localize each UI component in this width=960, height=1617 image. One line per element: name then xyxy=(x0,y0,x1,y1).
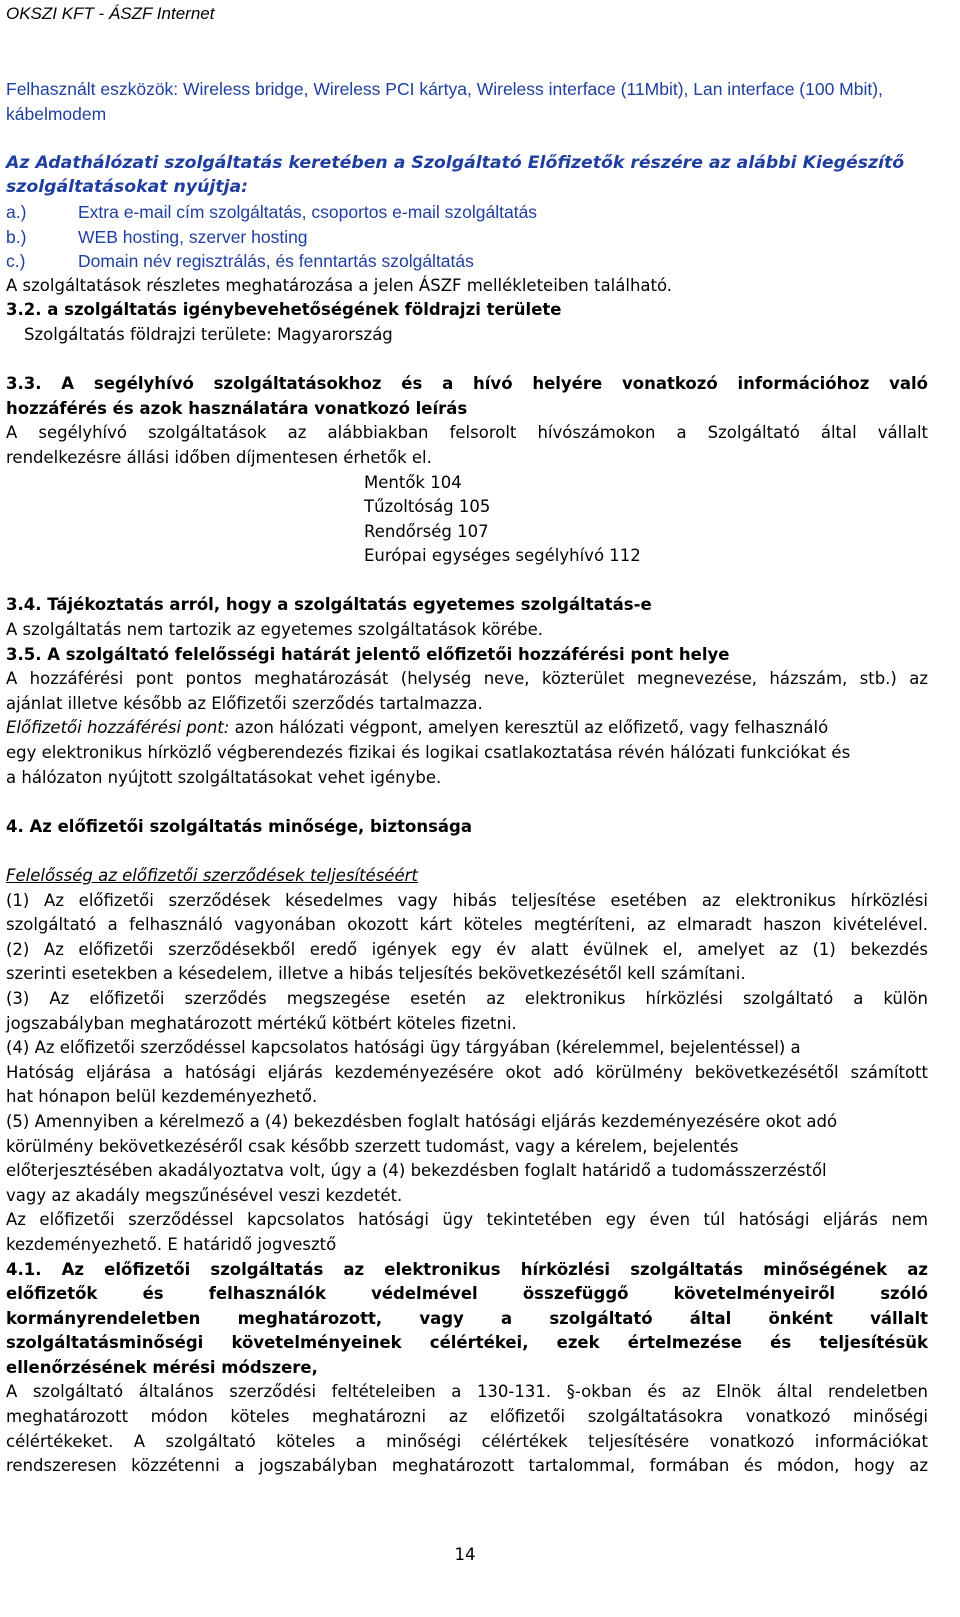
section-4-1-heading-line1: 4.1. Az előfizetői szolgáltatás az elektronikus hírközlési szolgáltatás minőségének az xyxy=(6,1259,928,1279)
section-3-3-heading-line2: hozzáférés és azok használatára vonatkozó leírás xyxy=(6,398,468,418)
liability-title: Felelősség az előfizetői szerződések teljesítéséért xyxy=(6,866,418,885)
supplementary-item-a xyxy=(6,200,928,225)
section-3-5-text-line1: A hozzáférési pont pontos meghatározását (helység neve, közterület megnevezése, házszám, stb.) az xyxy=(6,669,928,689)
section-3-3-text-line2: rendelkezésre állási időben díjmentesen érhetők el. xyxy=(6,447,432,467)
paragraph-2-line2: szerinti esetekben a késedelem, illetve a hibás teljesítés bekövetkezésétől kell számítani. xyxy=(6,964,746,984)
emergency-number: Mentők 104 xyxy=(364,472,462,492)
section-4-1-text-line4: rendszeresen közzétenni a jogszabályban meghatározott tartalommal, formában és módon, hogy az xyxy=(6,1456,928,1476)
paragraph-1-line2: szolgáltató a felhasználó vagyonában okozott kárt köteles megtéríteni, az elmaradt haszon kivételével. xyxy=(6,915,928,935)
definition-term: Előfizetői hozzáférési pont: xyxy=(6,718,230,738)
supplementary-note: A szolgáltatások részletes meghatározása a jelen ÁSZF mellékleteiben található. xyxy=(6,275,673,295)
section-4-1-text-line2: meghatározott módon köteles meghatározni az előfizetői szolgáltatásokra vonatkozó minőségi xyxy=(6,1407,928,1427)
emergency-number: Rendőrség 107 xyxy=(364,521,489,541)
section-4-1-text-line1: A szolgáltató általános szerződési feltételeiben a 130-131. §-okban és az Elnök által rendeletben xyxy=(6,1382,928,1402)
access-point-definition-line3: a hálózaton nyújtott szolgáltatásokat vehet igénybe. xyxy=(6,767,442,787)
access-point-definition-line1 xyxy=(6,716,928,741)
section-3-3-text-line1: A segélyhívó szolgáltatások az alábbiakban felsorolt hívószámokon a Szolgáltató által vállalt xyxy=(6,423,928,443)
devices-paragraph: Felhasznált eszközök: Wireless bridge, Wireless PCI kártya, Wireless interface (11Mbit), Lan interface (100 Mbit), kábelmodem xyxy=(6,79,883,124)
section-3-5-heading: 3.5. A szolgáltató felelősségi határát jelentő előfizetői hozzáférési pont helye xyxy=(6,644,730,664)
section-3-4-text: A szolgáltatás nem tartozik az egyetemes szolgáltatások körébe. xyxy=(6,620,544,640)
paragraph-6-line2: kezdeményezhető. E határidő jogvesztő xyxy=(6,1234,337,1254)
paragraph-4-line2: Hatóság eljárása a hatósági eljárás kezdeményezésére okot adó körülmény bekövetkezésétől számított xyxy=(6,1062,928,1082)
supplementary-intro: Az Adathálózati szolgáltatás keretében a Szolgáltató Előfizetők részére az alábbi Kiegészítő szolgáltatásokat nyújtja: xyxy=(6,152,905,198)
section-4-1-heading-line2: előfizetők és felhasználók védelmével összefüggő követelményeiről szóló xyxy=(6,1284,928,1304)
paragraph-4-line1: (4) Az előfizetői szerződéssel kapcsolatos hatósági ügy tárgyában (kérelemmel, bejelentéssel) a xyxy=(6,1038,801,1058)
list-marker: b.) xyxy=(6,226,27,247)
section-4-1-heading-line4: szolgáltatásminőségi követelményeinek célértékei, ezek értelmezése és teljesítésük xyxy=(6,1333,928,1353)
section-3-2-heading: 3.2. a szolgáltatás igénybevehetőségének földrajzi területe xyxy=(6,300,562,320)
section-4-1-heading-line5: ellenőrzésének mérési módszere, xyxy=(6,1357,318,1377)
list-marker: c.) xyxy=(6,251,26,272)
supplementary-item-c xyxy=(6,249,928,274)
document-body xyxy=(6,77,928,1479)
section-3-5-text-line2: ajánlat illetve később az Előfizetői szerződés tartalmazza. xyxy=(6,693,483,713)
paragraph-6-line1: Az előfizetői szerződéssel kapcsolatos hatósági ügy tekintetében egy éven túl hatósági eljárás nem xyxy=(6,1210,928,1230)
list-item-text: Extra e-mail cím szolgáltatás, csoportos e-mail szolgáltatás xyxy=(78,201,538,222)
section-4-1-heading-line3: kormányrendeletben meghatározott, vagy a szolgáltató által önként vállalt xyxy=(6,1308,928,1328)
paragraph-2-line1: (2) Az előfizetői szerződésekből eredő igények egy év alatt évülnek el, amelyet az (1) bekezdés xyxy=(6,939,928,959)
paragraph-3-line2: jogszabályban meghatározott mértékű kötbért köteles fizetni. xyxy=(6,1013,517,1033)
section-3-3-heading-line1: 3.3. A segélyhívó szolgáltatásokhoz és a hívó helyére vonatkozó információhoz való xyxy=(6,374,928,394)
paragraph-5-line1: (5) Amennyiben a kérelmező a (4) bekezdésben foglalt hatósági eljárás kezdeményezésére okot adó xyxy=(6,1111,838,1131)
emergency-number: Európai egységes segélyhívó 112 xyxy=(364,546,641,566)
paragraph-5-line4: vagy az akadály megszűnésével veszi kezdetét. xyxy=(6,1185,403,1205)
section-4-1-text-line3: célértékeket. A szolgáltató köteles a minőségi célértékek teljesítésére vonatkozó információkat xyxy=(6,1431,928,1451)
section-3-4-heading: 3.4. Tájékoztatás arról, hogy a szolgáltatás egyetemes szolgáltatás-e xyxy=(6,595,652,615)
section-4-heading: 4. Az előfizetői szolgáltatás minősége, biztonsága xyxy=(6,816,472,836)
section-3-2-text: Szolgáltatás földrajzi területe: Magyarország xyxy=(24,324,393,344)
paragraph-1-line1: (1) Az előfizetői szerződések késedelmes vagy hibás teljesítése esetében az elektronikus hírközlési xyxy=(6,890,928,910)
emergency-number: Tűzoltóság 105 xyxy=(364,497,491,517)
list-item-text: Domain név regisztrálás, és fenntartás szolgáltatás xyxy=(78,251,474,272)
definition-text: azon hálózati végpont, amelyen keresztül az előfizető, vagy felhasználó xyxy=(229,718,829,738)
access-point-definition-line2: egy elektronikus hírközlő végberendezés fizikai és logikai csatlakoztatása révén hálózati funkciókat és xyxy=(6,743,851,763)
paragraph-4-line3: hat hónapon belül kezdeményezhető. xyxy=(6,1087,318,1107)
list-marker: a.) xyxy=(6,201,27,222)
page-header: OKSZI KFT - ÁSZF Internet xyxy=(6,4,215,23)
paragraph-5-line3: előterjesztésében akadályoztatva volt, úgy a (4) bekezdésben foglalt határidő a tudomásszerzéstől xyxy=(6,1161,827,1181)
paragraph-3-line1: (3) Az előfizetői szerződés megszegése esetén az elektronikus hírközlési szolgáltató a külön xyxy=(6,988,928,1008)
page-number: 14 xyxy=(454,1545,476,1564)
supplementary-item-b xyxy=(6,225,928,250)
paragraph-5-line2: körülmény bekövetkezéséről csak később szerzett tudomást, vagy a kérelem, bejelentés xyxy=(6,1136,739,1156)
list-item-text: WEB hosting, szerver hosting xyxy=(78,226,308,247)
